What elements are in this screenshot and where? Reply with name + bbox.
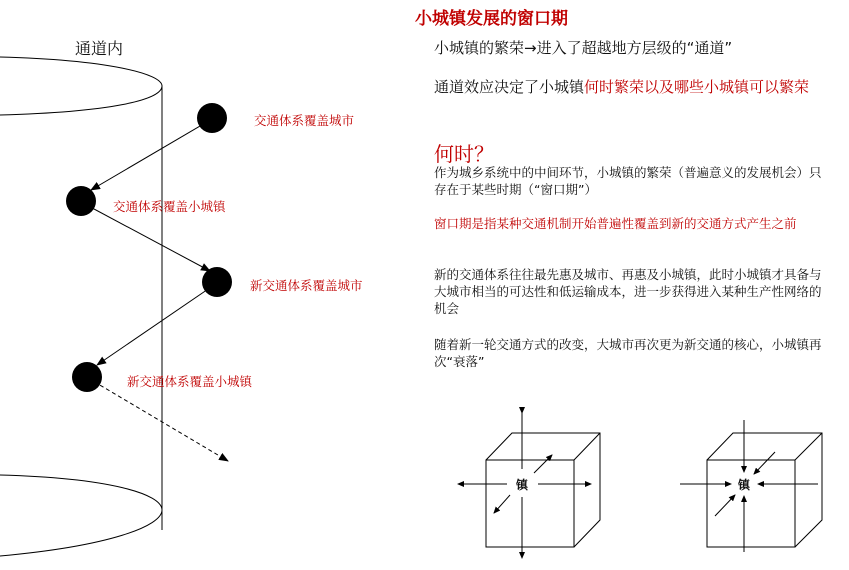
node-label-city: 交通体系覆盖城市 (254, 113, 355, 128)
arrow-newcity-to-newtown (97, 283, 217, 365)
paragraph-decline: 随着新一轮交通方式的改变，大城市再次更为新交通的核心，小城镇再次“衰落” (434, 337, 822, 369)
arrow-future-dashed (88, 378, 228, 461)
cylinder-top-rim (0, 57, 162, 115)
paragraph-window-definition: 窗口期是指某种交通机制开始普遍性覆盖到新的交通方式产生之前 (434, 216, 797, 231)
channel-effect-statement (434, 77, 829, 98)
cube1-label: 镇 (515, 478, 529, 492)
cube2-label: 镇 (737, 478, 751, 492)
channel-effect-highlight: 何时繁荣以及哪些小城镇可以繁荣 (584, 78, 810, 96)
node-label-town: 交通体系覆盖小城镇 (113, 199, 226, 214)
cube-inward (680, 420, 822, 552)
prosperity-statement: 小城镇的繁荣→进入了超越地方层级的“通道” (434, 39, 733, 57)
channel-effect-text: 通道效应决定了小城镇 (434, 78, 585, 96)
arrow-city-to-town (91, 119, 212, 190)
node-town (66, 186, 96, 216)
channel-cylinder (0, 57, 162, 556)
cylinder-bottom-rim (0, 475, 162, 556)
node-label-new-city: 新交通体系覆盖城市 (250, 278, 363, 293)
paragraph-new-system: 新的交通体系往往最先惠及城市、再惠及小城镇，此时小城镇才具备与大城市相当的可达性和低运输成本，进一步获得进入某种生产性网络的机会 (434, 267, 822, 316)
when-heading: 何时？ (434, 142, 494, 166)
node-new-city (202, 267, 232, 297)
node-new-town (72, 362, 102, 392)
cube-outward (458, 413, 600, 558)
paragraph-window-period: 作为城乡系统中的中间环节，小城镇的繁荣（普遍意义的发展机会）只存在于某些时期（“窗口期”） (434, 165, 822, 197)
node-city (197, 103, 227, 133)
slide-title: 小城镇发展的窗口期 (415, 9, 568, 29)
node-label-new-town: 新交通体系覆盖小城镇 (127, 374, 253, 389)
channel-heading: 通道内 (75, 39, 124, 58)
